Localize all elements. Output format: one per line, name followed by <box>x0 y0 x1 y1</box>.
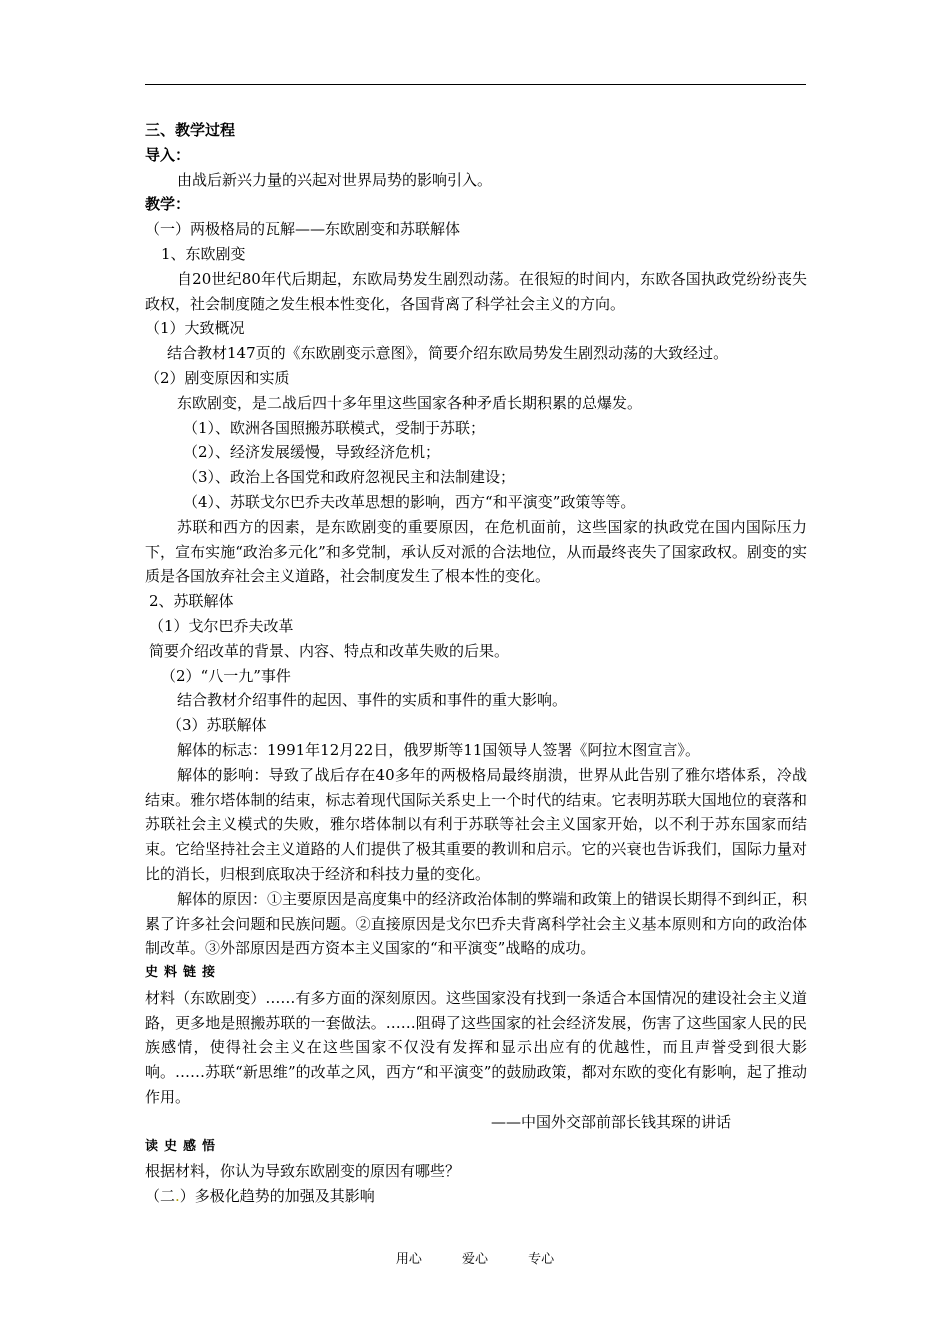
footer-item: 专心 <box>528 1252 555 1267</box>
reason-item: （2）、经济发展缓慢，导致经济危机； <box>183 443 441 462</box>
s1-paragraph: 自20世纪80年代后期起，东欧局势发生剧烈动荡。在很短的时间内，东欧各国执政党纷纷丧失政权，社会制度随之发生根本性变化，各国背离了科学社会主义的方向。 <box>145 269 807 313</box>
reason-item: （4）、苏联戈尔巴乔夫改革思想的影响，西方“和平演变”政策等等。 <box>183 492 636 511</box>
part2-title-end: ）多极化趋势的加强及其影响 <box>179 1187 375 1206</box>
part2-title <box>145 1184 807 1209</box>
intro-text: 由战后新兴力量的兴起对世界局势的影响引入。 <box>177 170 493 189</box>
page-footer <box>0 1248 950 1267</box>
s2-2-title: （2）“八一九”事件 <box>161 666 291 685</box>
header-rule <box>145 84 806 85</box>
s1-1-text: 结合教材147页的《东欧剧变示意图》，简要介绍东欧局势发生剧烈动荡的大致经过。 <box>167 344 729 363</box>
s1-title: 1、东欧剧变 <box>161 244 246 263</box>
intro-heading: 导入： <box>145 145 191 164</box>
s2-title: 2、苏联解体 <box>149 592 234 611</box>
s2-2-text: 结合教材介绍事件的起因、事件的实质和事件的重大影响。 <box>177 691 568 710</box>
footer-item: 用心 <box>395 1252 422 1267</box>
s2-1-text: 简要介绍改革的背景、内容、特点和改革失败的后果。 <box>149 641 510 660</box>
reflection-heading: 读史感悟 <box>145 1138 222 1154</box>
s2-3-title: （3）苏联解体 <box>167 716 267 735</box>
material-source: ——中国外交部前部长钱其琛的讲话 <box>490 1112 731 1131</box>
material-text: 材料（东欧剧变）……有多方面的深刻原因。这些国家没有找到一条适合本国情况的建设社会主义道路，更多地是照搬苏联的一套做法。……阻碍了这些国家的社会经济发展，伤害了这些国家人民的民族感情，使得社会主义在这些国家不仅没有发挥和显示出应有的优越性，而且声誉受到很大影响。……苏联“新思维”的改革之风，西方“和平演变”的鼓励政策，都对东欧的变化有影响，起了推动作用。 <box>145 988 807 1107</box>
s2-1-title: （1）戈尔巴乔夫改革 <box>149 616 294 635</box>
reason-item: （3）、政治上各国党和政府忽视民主和法制建设； <box>183 468 516 487</box>
part2-title-start: （二 <box>145 1187 176 1206</box>
s1-2-paragraph: 苏联和西方的因素，是东欧剧变的重要原因，在危机面前，这些国家的执政党在国内国际压力下，宣布实施“政治多元化”和多党制，承认反对派的合法地位，从而最终丧失了国家政权。剧变的实质是各国放弃社会主义道路，社会制度发生了根本性的变化。 <box>145 517 807 586</box>
part1-title: （一）两极格局的瓦解——东欧剧变和苏联解体 <box>145 220 461 239</box>
part2-title-mark: . <box>175 1187 180 1206</box>
s1-1-title: （1）大致概况 <box>145 319 245 338</box>
reason-item: （1）、欧洲各国照搬苏联模式，受制于苏联； <box>183 418 486 437</box>
s1-2-title: （2）剧变原因和实质 <box>145 368 290 387</box>
section-title: 三、教学过程 <box>145 121 236 139</box>
s2-3-cause: 解体的原因：①主要原因是高度集中的经济政治体制的弊端和政策上的错误长期得不到纠正，积累了许多社会问题和民族问题。②直接原因是戈尔巴乔夫背离科学社会主义基本原则和方向的政治体制改革。③外部原因是西方资本主义国家的“和平演变”战略的成功。 <box>145 889 808 958</box>
footer-item: 爱心 <box>461 1252 488 1267</box>
s2-3-sign: 解体的标志：1991年12月22日，俄罗斯等11国领导人签署《阿拉木图宣言》。 <box>177 740 700 759</box>
link-heading: 史料链接 <box>145 965 222 981</box>
teaching-heading: 教学： <box>145 195 191 214</box>
s2-3-impact: 解体的影响：导致了战后存在40多年的两极格局最终崩溃，世界从此告别了雅尔塔体系，冷战结束。雅尔塔体制的结束，标志着现代国际关系史上一个时代的结束。它表明苏联大国地位的衰落和苏联社会主义模式的失败，雅尔塔体制以有利于苏联等社会主义国家开始，以不利于苏东国家而结束。它给坚持社会主义道路的人们提供了极其重要的教训和启示。它的兴衰也告诉我们，国际力量对比的消长，归根到底取决于经济和科技力量的变化。 <box>145 765 807 883</box>
document-body <box>145 118 807 1209</box>
s1-2-text: 东欧剧变，是二战后四十多年里这些国家各种矛盾长期积累的总爆发。 <box>177 393 643 412</box>
question-text: 根据材料，你认为导致东欧剧变的原因有哪些？ <box>145 1162 461 1181</box>
